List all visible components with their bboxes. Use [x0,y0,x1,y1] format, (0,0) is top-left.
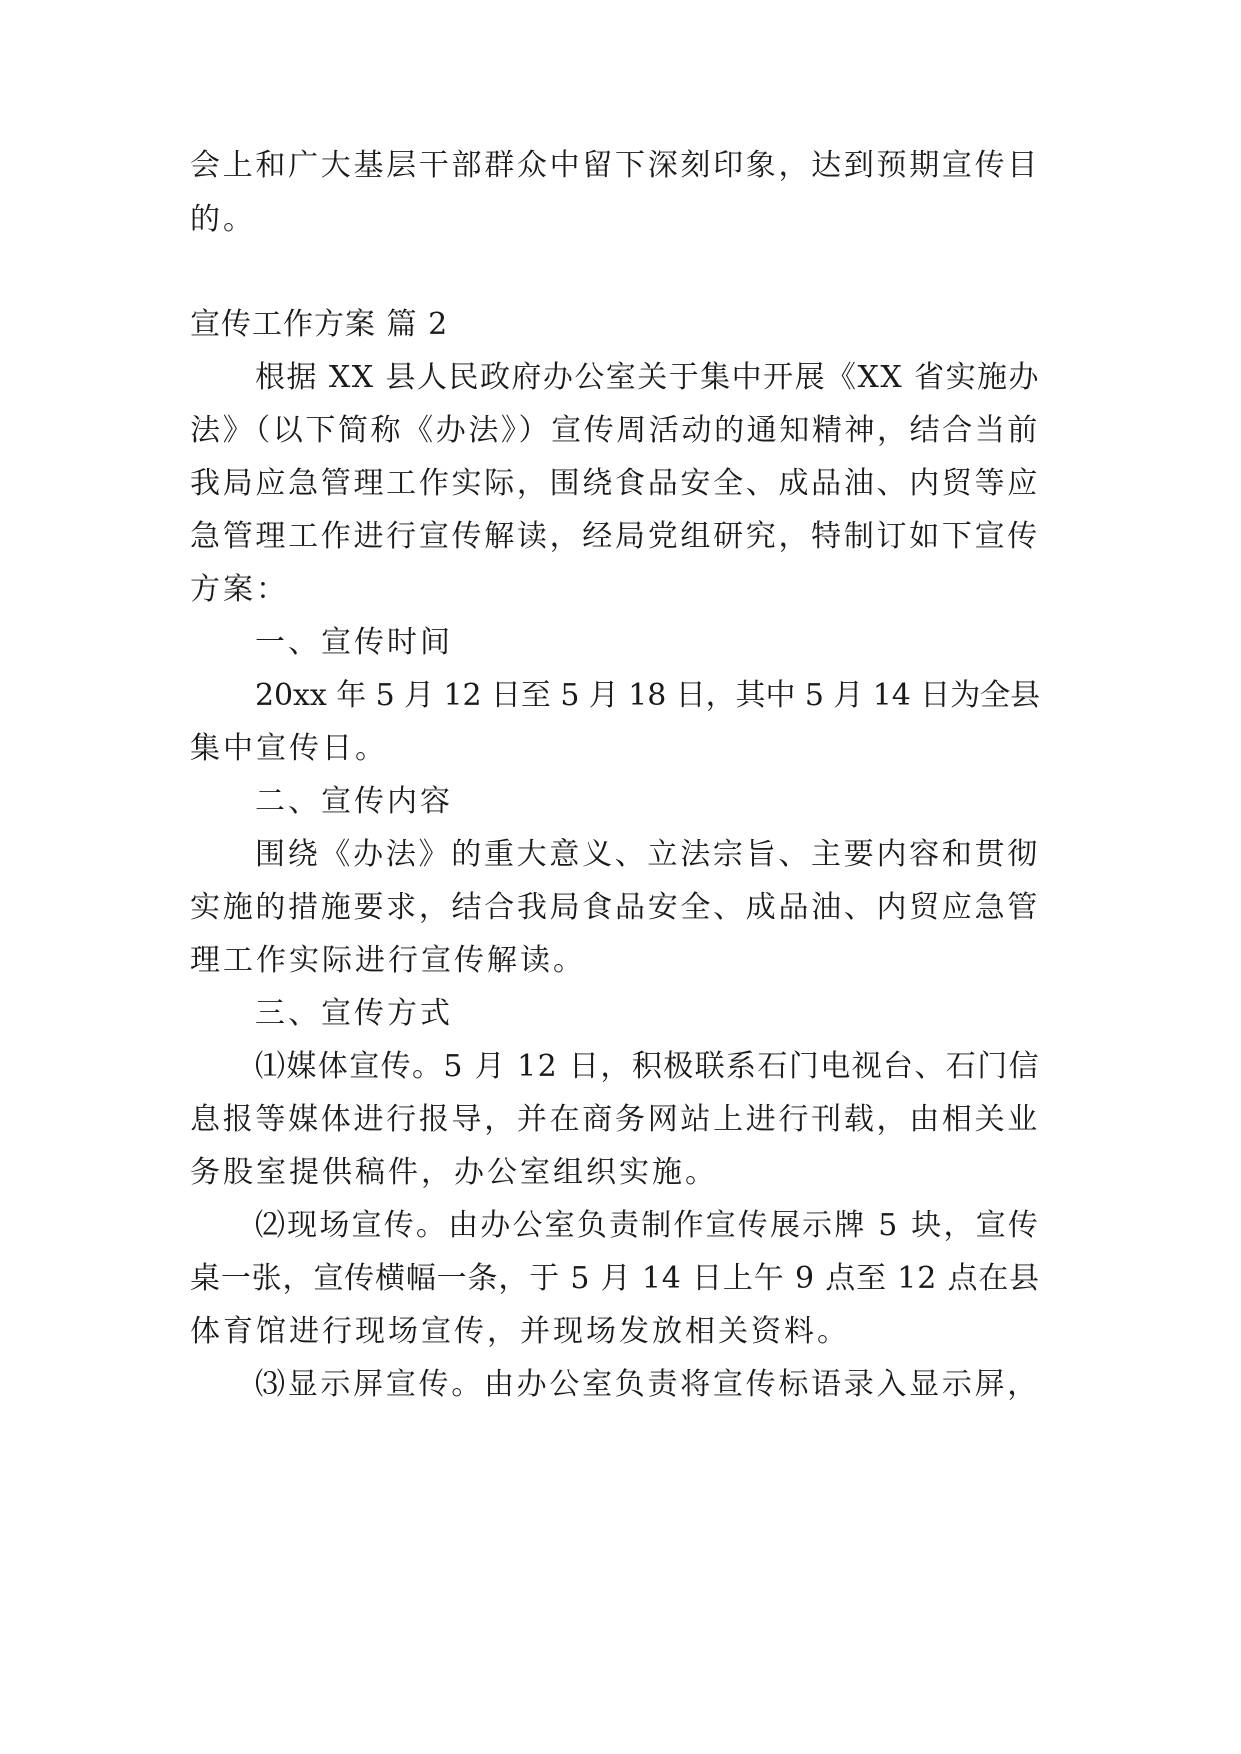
paragraph-line: 息报等媒体进行报导，并在商务网站上进行刊载，由相关业 [190,1102,1040,1137]
paragraph-line: 方案： [190,572,289,607]
paragraph-line: 集中宣传日。 [190,731,388,766]
paragraph-line: 20xx 年 5 月 12 日至 5 月 18 日，其中 5 月 14 日为全县 [255,678,1040,713]
subheading: 一、宣传时间 [255,625,453,660]
paragraph-line: ⑵现场宣传。由办公室负责制作宣传展示牌 5 块，宣传 [255,1208,1040,1243]
paragraph-line: 务股室提供稿件，办公室组织实施。 [190,1155,718,1190]
paragraph-line: 法》（以下简称《办法》）宣传周活动的通知精神，结合当前 [190,413,1040,448]
paragraph-line: 理工作实际进行宣传解读。 [190,943,586,978]
paragraph-line: 实施的措施要求，结合我局食品安全、成品油、内贸应急管 [190,890,1040,925]
section-heading: 宣传工作方案 篇 2 [190,307,449,342]
paragraph-line: 的。 [190,202,256,237]
paragraph-line: 桌一张，宣传横幅一条，于 5 月 14 日上午 9 点至 12 点在县 [190,1261,1040,1296]
paragraph-line: 我局应急管理工作实际，围绕食品安全、成品油、内贸等应 [190,466,1040,501]
paragraph-line: 会上和广大基层干部群众中留下深刻印象，达到预期宣传目 [190,148,1040,183]
paragraph-line: 围绕《办法》的重大意义、立法宗旨、主要内容和贯彻 [255,837,1040,872]
subheading: 三、宣传方式 [255,996,453,1031]
paragraph-line: 体育馆进行现场宣传，并现场发放相关资料。 [190,1314,850,1349]
paragraph-line: ⑶显示屏宣传。由办公室负责将宣传标语录入显示屏， [255,1367,1040,1402]
paragraph-line: 急管理工作进行宣传解读，经局党组研究，特制订如下宣传 [190,519,1040,554]
paragraph-line: ⑴媒体宣传。5 月 12 日，积极联系石门电视台、石门信 [255,1049,1040,1084]
paragraph-line: 根据 XX 县人民政府办公室关于集中开展《XX 省实施办 [255,360,1040,395]
subheading: 二、宣传内容 [255,784,453,819]
